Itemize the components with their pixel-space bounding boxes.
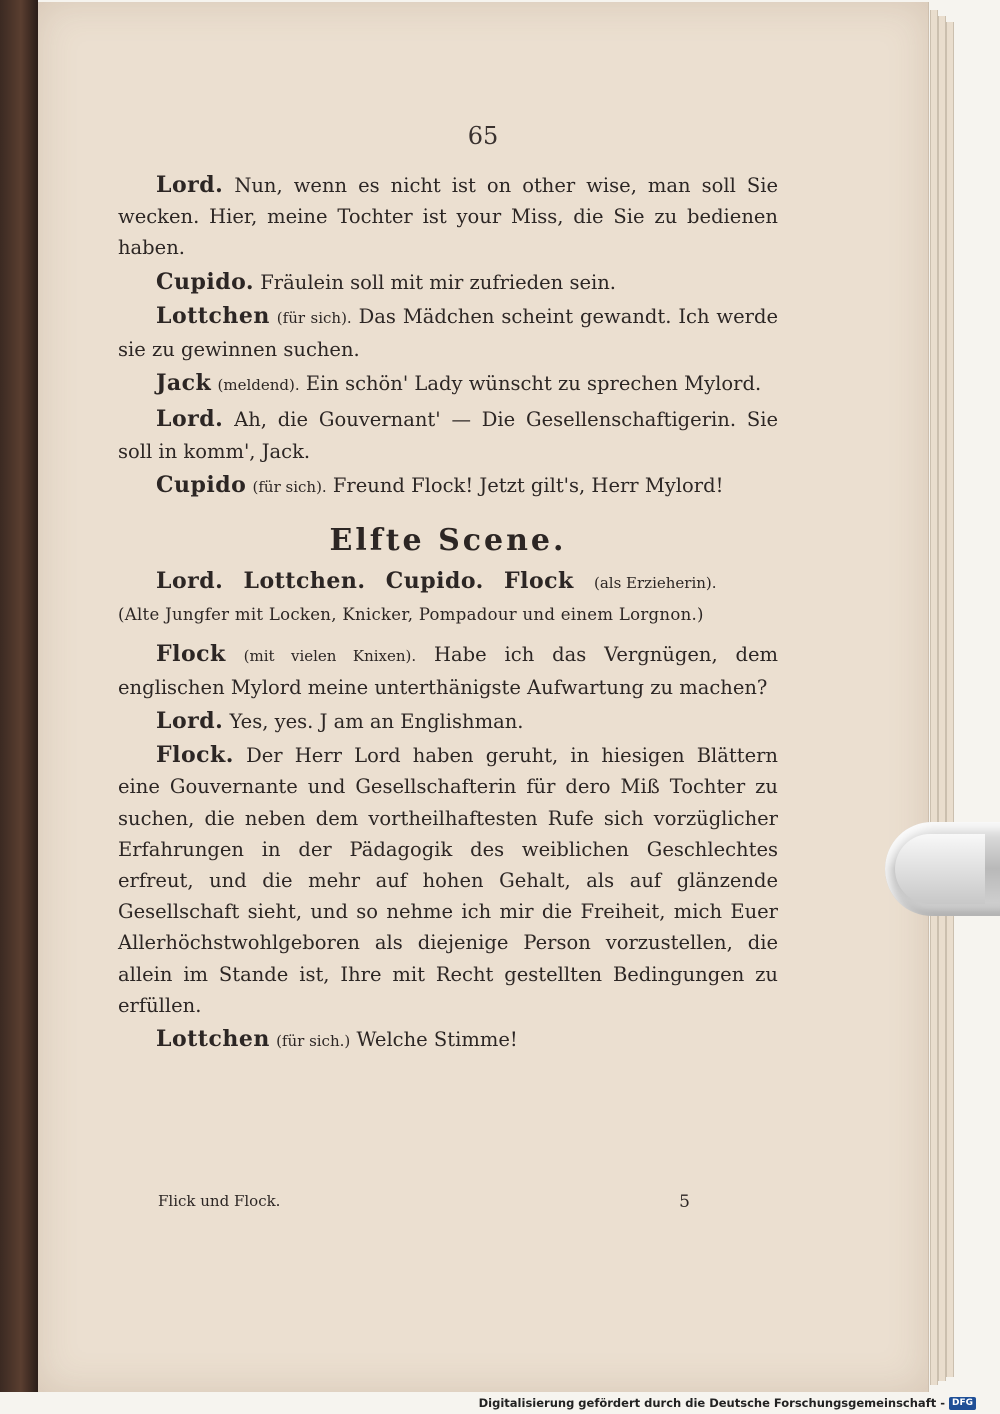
dialogue-paragraph [118,301,778,365]
page-text [118,170,778,1060]
dfg-logo: DFG [949,1397,976,1410]
page-stack-edge [938,16,946,1381]
stage-note: (für sich). [252,477,327,496]
spoken-text: Der Herr Lord haben geruht, in hiesigen Blättern eine Gouvernante und Gesellschafterin für dero Miß Tochter zu suchen, die neben dem vortheilhaftesten Rufe sich vorzüglicher Erfahrungen in der Pädagogik des weiblichen Geschlechtes erfreut, und die mehr auf hohen Gehalt, als auf glänzende Gesellschaft sieht, und so nehme ich mir die Freiheit, mich Euer Allerhöchstwohlgeboren als diejenige Person vorzustellen, die allein im Stande ist, Ihre mit Recht gestellten Bedingungen zu erfüllen. [118,744,778,1017]
speaker-name: Lord. [156,172,224,198]
speaker-name: Cupido [156,471,247,498]
dialogue-paragraph [118,639,778,703]
credit-text: Digitalisierung gefördert durch die Deutsche Forschungsgemeinschaft - [478,1396,945,1410]
page-stack-edge [930,10,938,1385]
cast-name: Lord. [156,568,224,595]
dialogue-paragraph [118,706,778,737]
dialogue-paragraph [118,170,778,264]
spoken-text: Das Mädchen scheint gewandt. Ich werde sie zu gewinnen suchen. [118,304,779,362]
dialogue-paragraph [118,1024,778,1057]
stage-note: (meldend). [217,376,300,395]
speaker-name: Flock [156,640,226,667]
cast-name: Lottchen. [243,568,366,595]
page-clip-highlight [895,834,985,904]
spoken-text: Ein schön' Lady wünscht zu sprechen Mylord. [305,372,762,396]
dialogue-paragraph [118,470,778,503]
spoken-text: Yes, yes. J am an Englishman. [229,710,524,734]
spoken-text: Habe ich das Vergnügen, dem englischen Mylord meine unterthänigste Aufwartung zu machen? [118,642,779,699]
speaker-name: Jack [156,370,212,397]
speaker-name: Lottchen [156,1026,270,1053]
signature-mark: Flick und Flock. [158,1192,281,1210]
cast-note: (als Erzieherin). [593,574,717,593]
speaker-name: Lord. [156,708,224,735]
cast-list [118,566,778,599]
speaker-name: Cupido. [156,268,255,295]
stage-note: (für sich.) [276,1032,351,1051]
speaker-name: Lottchen [156,302,270,329]
speaker-name: Flock. [156,742,234,769]
spoken-text: Freund Flock! Jetzt gilt's, Herr Mylord! [332,473,724,497]
stage-direction: (Alte Jungfer mit Locken, Knicker, Pompadour und einem Lorgnon.) [118,605,704,625]
page-number: 65 [467,122,499,150]
page-footer [158,1192,690,1212]
page-clip-tab [885,822,1000,916]
page-stack-edge [946,22,954,1377]
stage-note: (mit vielen Knixen). [243,646,417,665]
digitization-credit [479,1396,976,1410]
spoken-text: Nun, wenn es nicht ist on other wise, man soll Sie wecken. Hier, meine Tochter ist your Miss, die Sie zu bedienen haben. [118,174,779,260]
dialogue-paragraph [118,368,778,401]
dialogue-paragraph [118,404,778,466]
dialogue-section-bottom [118,639,778,1058]
dialogue-paragraph [118,740,778,1021]
spoken-text: Ah, die Gouvernant' — Die Gesellenschaftigerin. Sie soll in komm', Jack. [118,408,778,463]
scene-title: Elfte Scene. [329,523,567,559]
book-spine-edge [0,0,38,1392]
cast-name: Flock [503,568,574,595]
dialogue-section-top [118,170,778,503]
dialogue-paragraph [118,267,778,298]
stage-note: (für sich). [276,308,352,327]
cast-name: Cupido. [385,568,484,595]
speaker-name: Lord. [156,406,224,433]
spoken-text: Welche Stimme! [356,1028,518,1052]
sheet-number: 5 [679,1192,690,1212]
spoken-text: Fräulein soll mit mir zufrieden sein. [260,270,616,294]
